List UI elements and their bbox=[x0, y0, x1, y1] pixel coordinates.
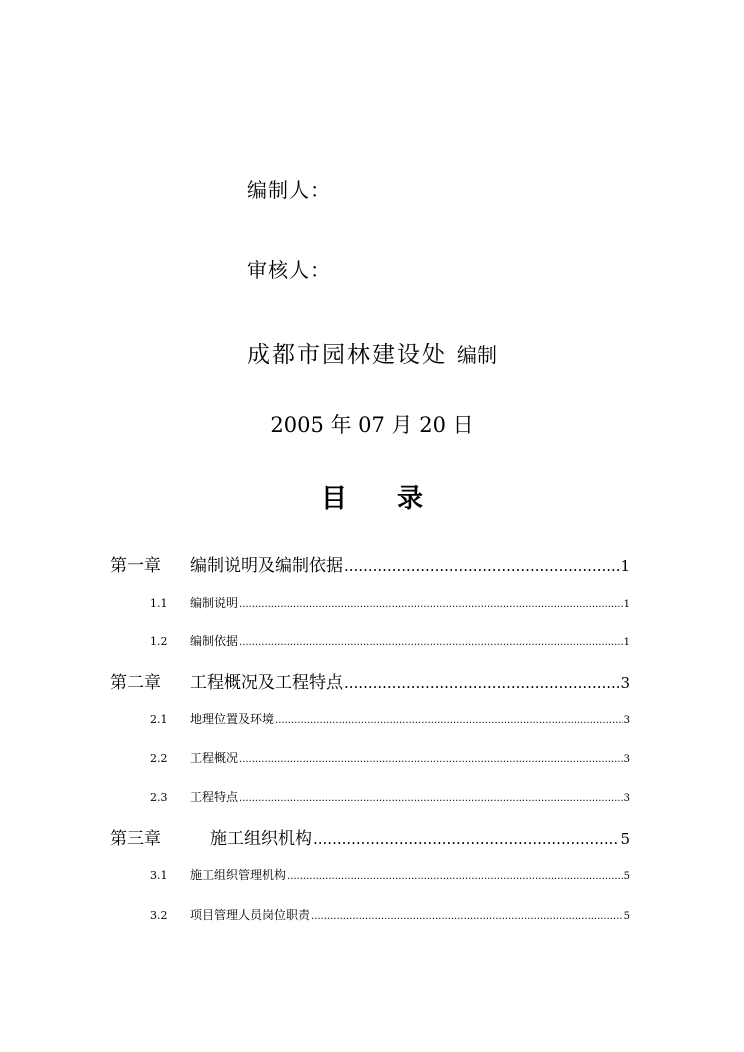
toc-section-3-1[interactable] bbox=[110, 866, 630, 883]
organization-name: 成都市园林建设处 bbox=[247, 342, 447, 368]
toc-entry-page: 3 bbox=[623, 754, 630, 765]
toc-chapter-3[interactable] bbox=[110, 824, 630, 849]
toc-entry-page: 1 bbox=[623, 637, 630, 648]
toc-entry-title: 施工组织管理机构 bbox=[190, 868, 287, 882]
toc-entry-number: 1.1 bbox=[150, 597, 168, 610]
toc-entry-number: 2.2 bbox=[150, 752, 168, 765]
toc-leader-dots bbox=[239, 793, 623, 804]
toc-entry-page: 5 bbox=[620, 830, 630, 848]
toc-entry-page: 3 bbox=[623, 793, 630, 804]
toc-entry-title: 项目管理人员岗位职责 bbox=[190, 908, 311, 922]
toc-leader-dots bbox=[275, 715, 623, 726]
toc-entry-number: 2.1 bbox=[150, 713, 168, 726]
toc-leader-dots bbox=[239, 599, 623, 610]
toc-entry-page: 3 bbox=[623, 715, 630, 726]
toc-entry-title: 工程概况 bbox=[190, 751, 239, 765]
toc-leader-dots bbox=[344, 674, 619, 692]
toc-entry-page: 5 bbox=[623, 871, 630, 882]
toc-entry-number: 第一章 bbox=[110, 556, 161, 576]
toc-entry-number: 第三章 bbox=[110, 829, 161, 849]
toc-leader-dots bbox=[239, 754, 623, 765]
toc-leader-dots bbox=[344, 557, 619, 575]
toc-entry-page: 5 bbox=[623, 911, 630, 922]
toc-entry-page: 1 bbox=[620, 557, 630, 575]
toc-section-2-1[interactable] bbox=[110, 710, 630, 727]
toc-entry-title: 施工组织机构 bbox=[210, 829, 312, 849]
toc-entry-number: 第二章 bbox=[110, 673, 161, 693]
toc-entry-title: 工程特点 bbox=[190, 790, 239, 804]
toc-entry-page: 1 bbox=[623, 599, 630, 610]
toc-leader-dots bbox=[311, 911, 623, 922]
toc-chapter-2[interactable] bbox=[110, 668, 630, 693]
toc-title: 目录 bbox=[320, 484, 473, 514]
toc-section-1-1[interactable] bbox=[110, 594, 630, 611]
toc-section-1-2[interactable] bbox=[110, 632, 630, 649]
toc-entry-number: 1.2 bbox=[150, 635, 168, 648]
toc-section-2-3[interactable] bbox=[110, 788, 630, 805]
toc-entry-number: 3.2 bbox=[150, 909, 168, 922]
toc-entry-title: 地理位置及环境 bbox=[190, 712, 275, 726]
toc-entry-title: 工程概况及工程特点 bbox=[190, 673, 343, 693]
toc-entry-title: 编制说明及编制依据 bbox=[190, 556, 343, 576]
toc-entry-title: 编制依据 bbox=[190, 634, 239, 648]
toc-entry-number: 2.3 bbox=[150, 791, 168, 804]
toc-entry-page: 3 bbox=[620, 674, 630, 692]
toc-leader-dots bbox=[313, 830, 619, 848]
toc-chapter-1[interactable] bbox=[110, 551, 630, 576]
toc-entry-number: 3.1 bbox=[150, 869, 168, 882]
reviewer-label: 审核人： bbox=[247, 258, 331, 282]
toc-leader-dots bbox=[287, 871, 623, 882]
toc-leader-dots bbox=[239, 637, 623, 648]
toc-section-3-2[interactable] bbox=[110, 906, 630, 923]
document-date: 2005 年 07 月 20 日 bbox=[270, 413, 474, 437]
toc-entry-title: 编制说明 bbox=[190, 596, 239, 610]
toc-section-2-2[interactable] bbox=[110, 749, 630, 766]
organization-suffix: 编制 bbox=[457, 343, 497, 367]
compiler-label: 编制人： bbox=[247, 178, 331, 202]
organization-line bbox=[0, 336, 744, 369]
